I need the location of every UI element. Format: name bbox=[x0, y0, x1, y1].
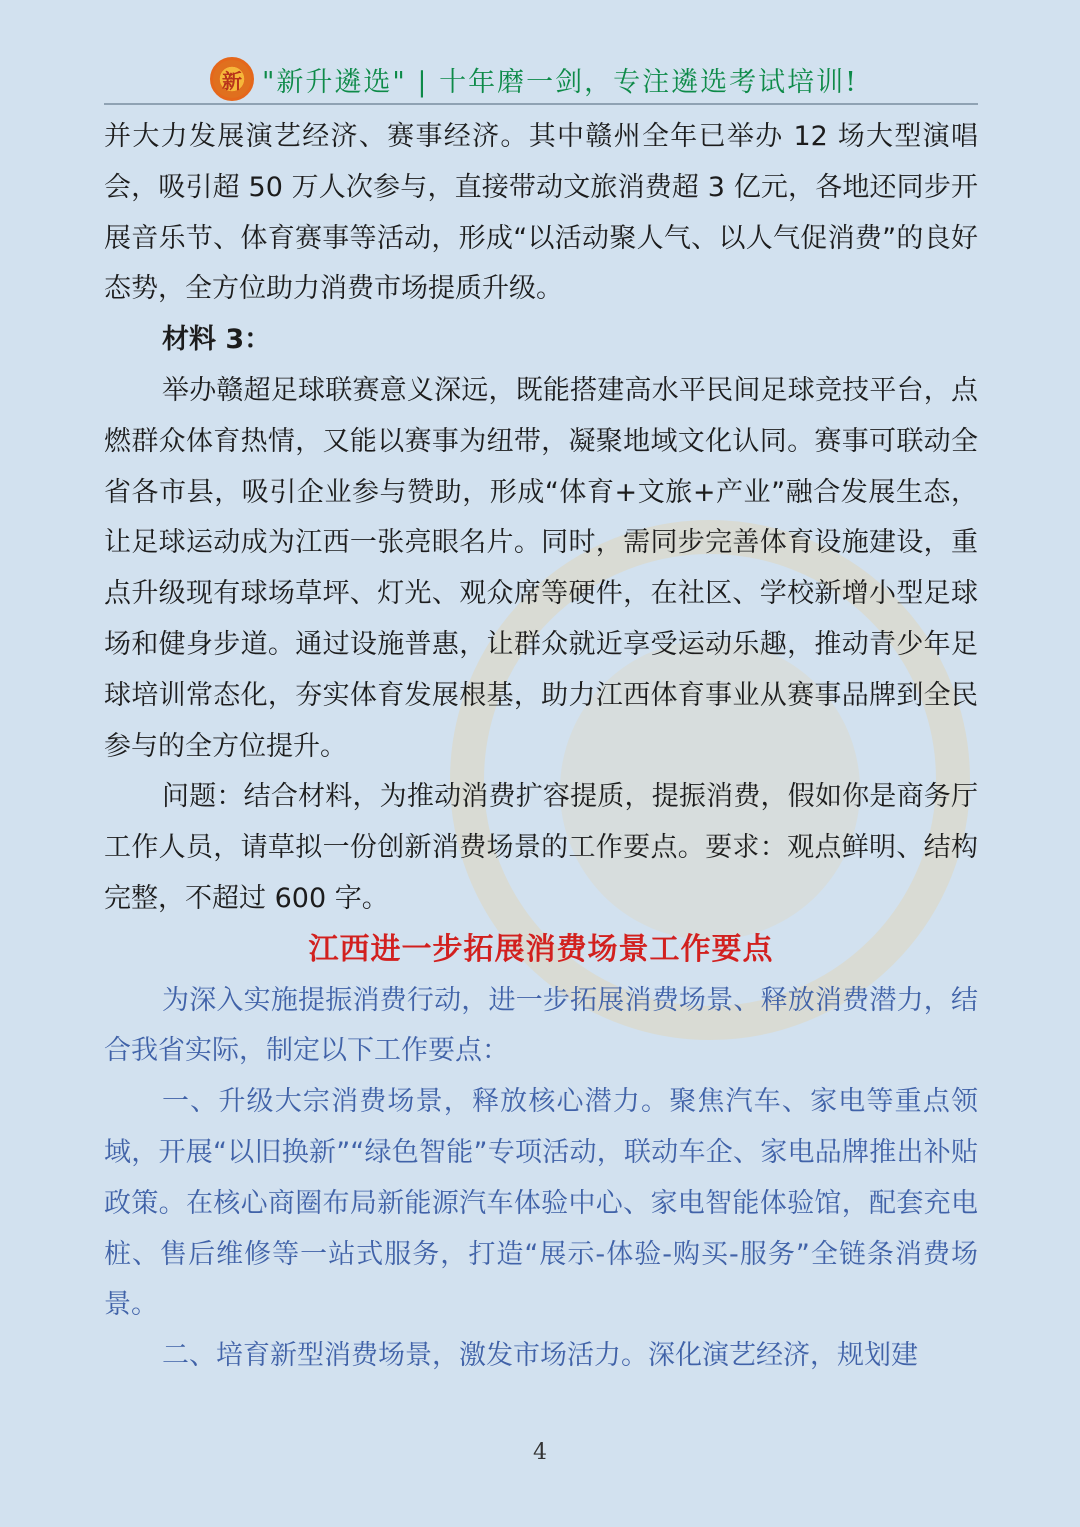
question-paragraph: 问题：结合材料，为推动消费扩容提质，提振消费，假如你是商务厅工作人员，请草拟一份创新消费场景的工作要点。要求：观点鲜明、结构完整，不超过 600 字。 bbox=[104, 781, 978, 914]
header-divider bbox=[104, 103, 978, 105]
answer-intro: 为深入实施提振消费行动，进一步拓展消费场景、释放消费潜力，结合我省实际，制定以下工作要点： bbox=[104, 984, 978, 1067]
answer-point-1: 一、升级大宗消费场景，释放核心潜力。聚焦汽车、家电等重点领域，开展“以旧换新”“绿色智能”专项活动，联动车企、家电品牌推出补贴政策。在核心商圈布局新能源汽车体验中心、家电智能体验馆，配套充电桩、售后维修等一站式服务，打造“展示-体验-购买-服务”全链条消费场景。 bbox=[104, 1086, 978, 1321]
paragraph-material-3: 举办赣超足球联赛意义深远，既能搭建高水平民间足球竞技平台，点燃群众体育热情，又能以赛事为纽带，凝聚地域文化认同。赛事可联动全省各市县，吸引企业参与赞助，形成“体育+文旅+产业”融合发展生态，让足球运动成为江西一张亮眼名片。同时，需同步完善体育设施建设，重点升级现有球场草坪、灯光、观众席等硬件，在社区、学校新增小型足球场和健身步道。通过设施普惠，让群众就近享受运动乐趣，推动青少年足球培训常态化，夯实体育发展根基，助力江西体育事业从赛事品牌到全民参与的全方位提升。 bbox=[104, 374, 978, 762]
material-3-label: 材料 3： bbox=[162, 324, 272, 356]
page-number: 4 bbox=[533, 1440, 547, 1465]
logo-icon bbox=[210, 57, 254, 101]
answer-point-2: 二、培育新型消费场景，激发市场活力。深化演艺经济，规划建 bbox=[162, 1340, 918, 1372]
logo-mark: 新 bbox=[222, 68, 242, 93]
paragraph-material-2-continued: 并大力发展演艺经济、赛事经济。其中赣州全年已举办 12 场大型演唱会，吸引超 50 万人次参与，直接带动文旅消费超 3 亿元，各地还同步开展音乐节、体育赛事等活动，形成“以活动聚人气、以人气促消费”的良好态势，全方位助力消费市场提质升级。 bbox=[104, 121, 978, 305]
header-slogan: "新升遴选" | 十年磨一剑，专注遴选考试培训! bbox=[262, 66, 858, 98]
page-header bbox=[210, 56, 858, 102]
page-content bbox=[104, 112, 978, 1382]
answer-title: 江西进一步拓展消费场景工作要点 bbox=[308, 931, 774, 967]
